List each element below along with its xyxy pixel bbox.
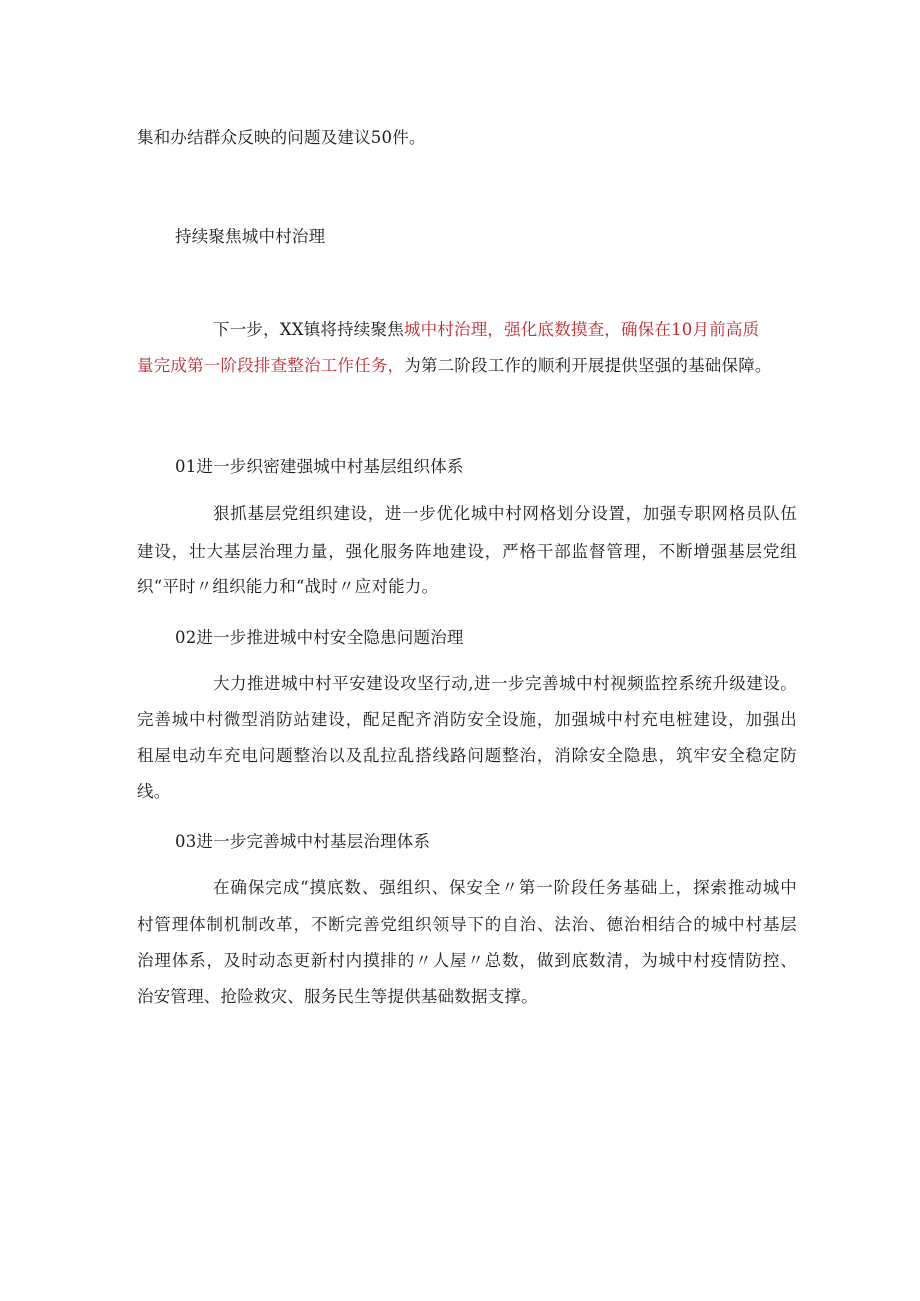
item-01-line-3: 织“平时〃组织能力和“战时〃应对能力。	[137, 577, 439, 596]
item-01-line-1: 狠抓基层党组织建设，进一步优化城中村网格划分设置，加强专职网格员队伍	[213, 504, 797, 523]
item-02-line-3: 租屋电动车充电问题整治以及乱拉乱搭线路问题整治，消除安全隐患，筑牢安全稳定防	[137, 746, 797, 765]
section-title: 持续聚焦城中村治理	[175, 227, 326, 246]
summary-text: 为第二阶段工作的顺利开展提供坚强的基础保障。	[404, 356, 772, 375]
intro-tail-line: 集和办结群众反映的问题及建议50件。	[137, 128, 426, 147]
summary-text: 下一步，XX镇将持续聚焦	[213, 320, 404, 339]
item-03-line-3: 治理体系，及时动态更新村内摸排的〃人屋〃总数，做到底数清，为城中村疫情防控、	[137, 951, 797, 970]
summary-highlight: 城中村治理，强化底数摸查，确保在10月前高质	[403, 320, 760, 339]
item-01-line-2: 建设，壮大基层治理力量，强化服务阵地建设，严格干部监督管理，不断增强基层党组	[137, 542, 797, 561]
item-03-line-1: 在确保完成“摸底数、强组织、保安全〃第一阶段任务基础上，探索推动城中	[213, 878, 797, 897]
item-heading-03: 03进一步完善城中村基层治理体系	[175, 832, 431, 851]
summary-highlight: 量完成第一阶段排查整治工作任务，	[137, 356, 405, 375]
item-heading-01: 01进一步织密建强城中村基层组织体系	[175, 457, 464, 476]
item-03-line-2: 村管理体制机制改革，不断完善党组织领导下的自治、法治、德治相结合的城中村基层	[137, 915, 797, 934]
item-02-line-4: 线。	[137, 782, 171, 801]
summary-line-2	[137, 355, 797, 377]
item-02-line-2: 完善城中村微型消防站建设，配足配齐消防安全设施，加强城中村充电桩建设，加强出	[137, 710, 797, 729]
item-heading-02: 02进一步推进城中村安全隐患问题治理	[175, 628, 464, 647]
item-02-line-1: 大力推进城中村平安建设攻坚行动,进一步完善城中村视频监控系统升级建设。	[213, 674, 797, 693]
item-03-line-4: 治安管理、抢险救灾、服务民生等提供基础数据支撑。	[137, 987, 538, 1006]
summary-line-1	[213, 319, 797, 341]
